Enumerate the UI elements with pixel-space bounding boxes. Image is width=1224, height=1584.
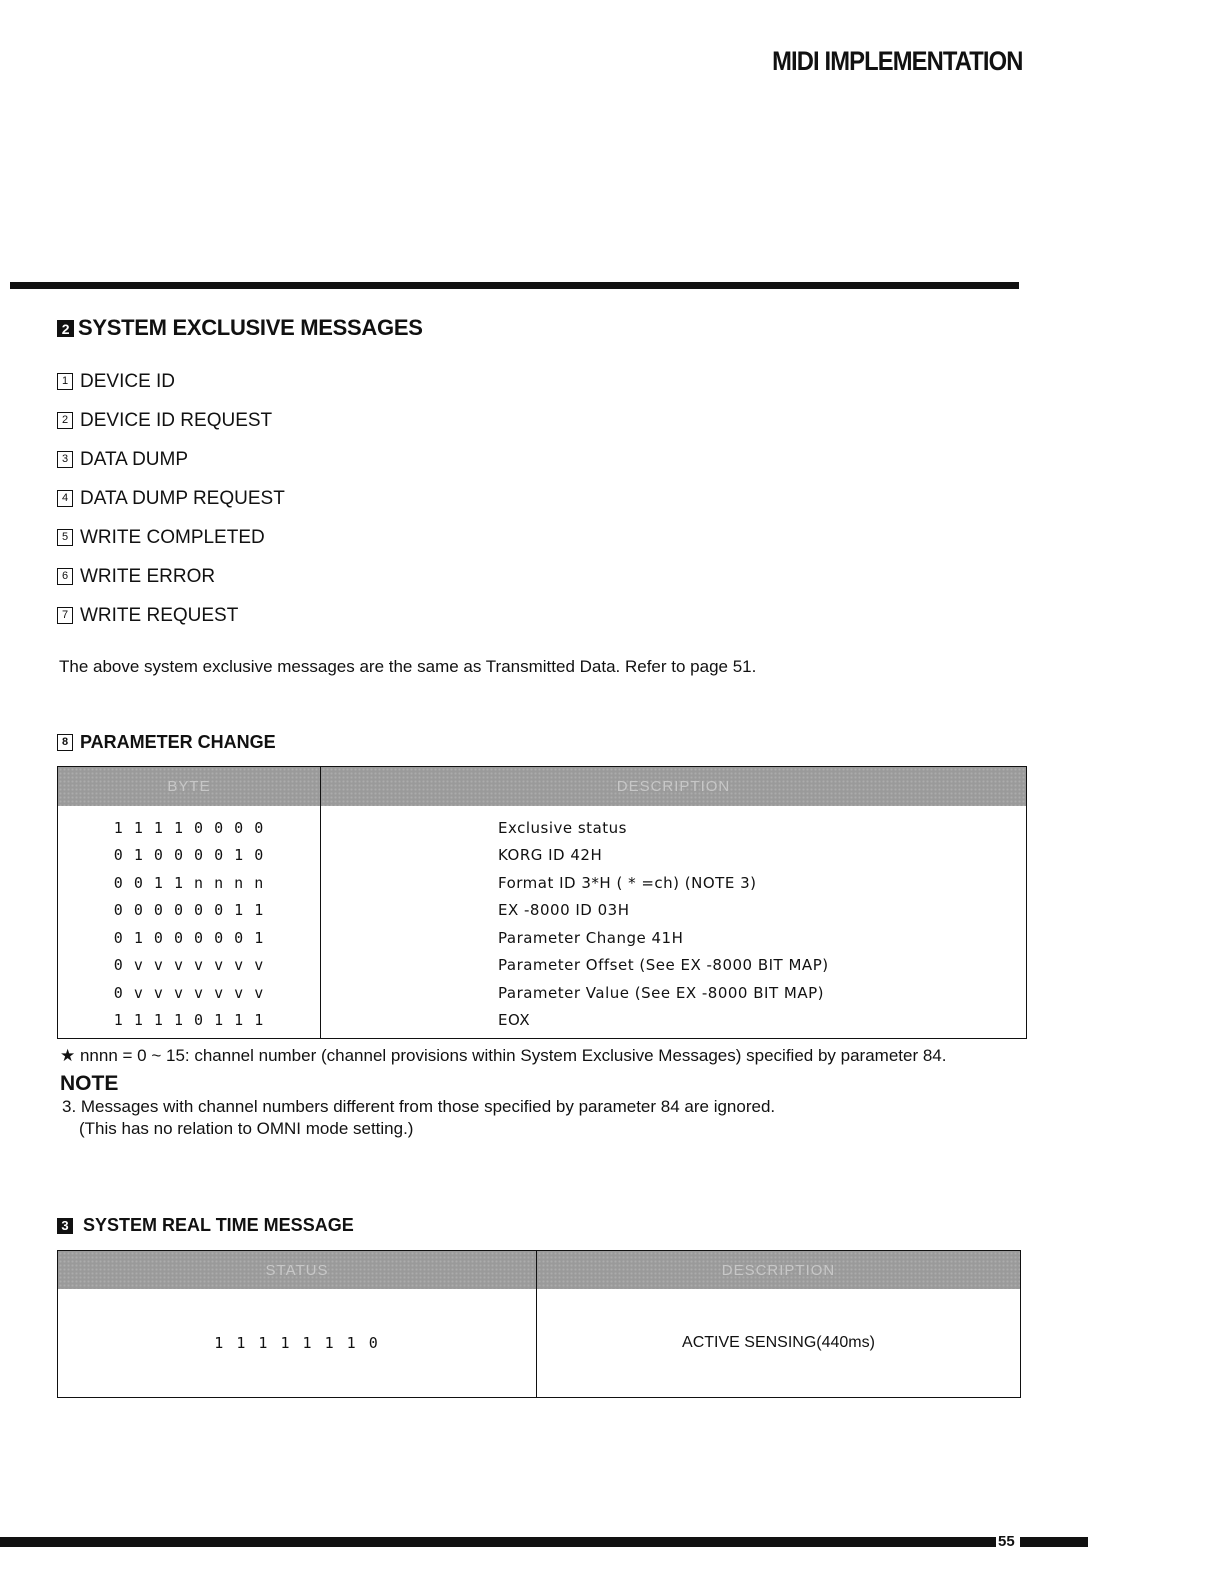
item-label: DATA DUMP — [80, 448, 189, 470]
item-label: WRITE COMPLETED — [80, 526, 265, 548]
section-heading-system-exclusive — [57, 315, 423, 341]
list-item — [57, 401, 285, 440]
byte-cell: 0 1 0 0 0 0 1 0 — [58, 842, 321, 870]
table-row — [58, 897, 1027, 925]
table-row — [58, 814, 1027, 842]
item-number: 2 — [57, 412, 73, 429]
description-cell: Exclusive status — [498, 818, 627, 837]
item-number: 4 — [57, 490, 73, 507]
list-item — [57, 479, 285, 518]
byte-cell: 0 0 0 0 0 0 1 1 — [58, 897, 321, 925]
reference-paragraph: The above system exclusive messages are the same as Transmitted Data. Refer to page 51. — [59, 657, 757, 676]
message-list — [57, 362, 285, 635]
description-cell: Parameter Offset (See EX -8000 BIT MAP) — [498, 956, 829, 975]
description-cell: KORG ID 42H — [498, 846, 603, 865]
table-row — [58, 842, 1027, 870]
list-item — [57, 557, 285, 596]
bottom-rule-right — [1020, 1537, 1088, 1547]
table-row — [58, 1289, 1021, 1398]
item-label: DEVICE ID REQUEST — [80, 409, 273, 431]
table-row — [58, 952, 1027, 980]
item-number: 7 — [57, 607, 73, 624]
description-cell: EX -8000 ID 03H — [498, 901, 630, 920]
section-heading-system-real-time — [57, 1215, 354, 1236]
status-cell: 1 1 1 1 1 1 1 0 — [58, 1289, 537, 1398]
list-item — [57, 596, 285, 635]
list-item — [57, 440, 285, 479]
item-label: WRITE ERROR — [80, 565, 216, 587]
top-rule — [10, 282, 1019, 289]
column-header-description: DESCRIPTION — [321, 767, 1027, 807]
section-title: SYSTEM REAL TIME MESSAGE — [83, 1215, 354, 1235]
system-real-time-table — [57, 1250, 1021, 1398]
table-row — [58, 979, 1027, 1007]
table-row — [58, 924, 1027, 952]
item-number: 5 — [57, 529, 73, 546]
item-label: DEVICE ID — [80, 370, 176, 392]
table-row — [58, 869, 1027, 897]
description-cell: Parameter Value (See EX -8000 BIT MAP) — [498, 983, 824, 1002]
item-number: 6 — [57, 568, 73, 585]
section-marker: 2 — [57, 320, 74, 337]
byte-cell: 0 v v v v v v v — [58, 952, 321, 980]
page-header-title: MIDI IMPLEMENTATION — [771, 46, 1022, 76]
description-cell: Format ID 3*H ( * =ch) (NOTE 3) — [498, 873, 757, 892]
page-number: 55 — [998, 1533, 1015, 1550]
section-marker: 3 — [57, 1218, 73, 1234]
table-row — [58, 1007, 1027, 1035]
byte-cell: 0 v v v v v v v — [58, 979, 321, 1007]
list-item — [57, 362, 285, 401]
item-number: 1 — [57, 373, 73, 390]
description-cell: ACTIVE SENSING(440ms) — [682, 1334, 875, 1351]
description-cell: EOX — [498, 1011, 531, 1030]
byte-cell: 1 1 1 1 0 0 0 0 — [58, 814, 321, 842]
column-header-status: STATUS — [58, 1251, 537, 1290]
byte-cell: 0 0 1 1 n n n n — [58, 869, 321, 897]
item-number: 3 — [57, 451, 73, 468]
note-line-1: 3. Messages with channel numbers different from those specified by parameter 84 are ignored. — [62, 1097, 776, 1116]
byte-cell: 1 1 1 1 0 1 1 1 — [58, 1007, 321, 1035]
column-header-description: DESCRIPTION — [537, 1251, 1021, 1290]
item-label: DATA DUMP REQUEST — [80, 487, 285, 509]
note-text — [62, 1096, 775, 1140]
subsection-title: PARAMETER CHANGE — [80, 732, 276, 752]
byte-cell: 0 1 0 0 0 0 0 1 — [58, 924, 321, 952]
note-heading: NOTE — [60, 1072, 119, 1095]
item-label: WRITE REQUEST — [80, 604, 239, 626]
list-item — [57, 518, 285, 557]
channel-footnote: ★ nnnn = 0 ~ 15: channel number (channel provisions within System Exclusive Messages) specified by parameter 84. — [60, 1046, 947, 1065]
bottom-rule — [0, 1537, 996, 1547]
description-cell: Parameter Change 41H — [498, 928, 684, 947]
subsection-heading-parameter-change — [57, 732, 276, 753]
item-number: 8 — [57, 734, 73, 751]
column-header-byte: BYTE — [58, 767, 321, 807]
note-line-2: (This has no relation to OMNI mode setting.) — [79, 1119, 414, 1138]
parameter-change-table — [57, 766, 1027, 1039]
section-title: SYSTEM EXCLUSIVE MESSAGES — [78, 315, 423, 340]
